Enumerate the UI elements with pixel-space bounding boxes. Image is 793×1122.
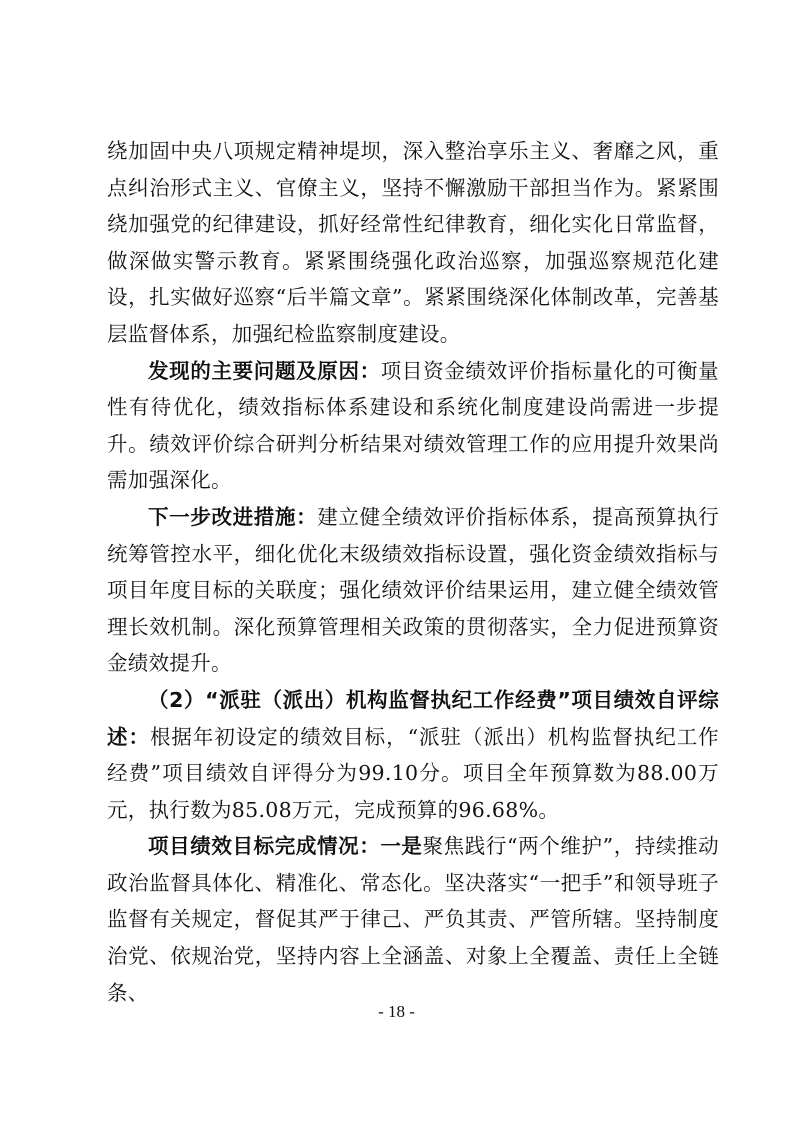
- page-number: - 18 -: [378, 1002, 415, 1021]
- paragraph-subheading: 一是: [380, 834, 423, 859]
- paragraph-heading: 下一步改进措施：: [148, 504, 318, 529]
- paragraph-heading: 项目绩效目标完成情况：: [148, 834, 381, 859]
- paragraph-text: 根据年初设定的绩效目标，“派驻（派出）机构监督执纪工作经费”项目绩效自评得分为99.10分。项目全年预算数为88.00万元，执行数为85.08万元，完成预算的96.68%。: [107, 724, 719, 822]
- body-text: [107, 133, 719, 1011]
- paragraph-continued: [107, 133, 719, 353]
- paragraph-text: 绕加固中央八项规定精神堤坝，深入整治享乐主义、奢靡之风，重点纠治形式主义、官僚主义，坚持不懈激励干部担当作为。紧紧围绕加强党的纪律建设，抓好经常性纪律教育，细化实化日常监督，做深做实警示教育。紧紧围绕强化政治巡察，加强巡察规范化建设，扎实做好巡察“后半篇文章”。紧紧围绕深化体制改革，完善基层监督体系，加强纪检监察制度建设。: [107, 139, 719, 346]
- paragraph-goal-completion: [107, 828, 719, 1011]
- paragraph-text: 建立健全绩效评价指标体系，提高预算执行统筹管控水平，细化优化末级绩效指标设置，强化资金绩效指标与项目年度目标的关联度；强化绩效评价结果运用，建立健全绩效管理长效机制。深化预算管理相关政策的贯彻落实，全力促进预算资金绩效提升。: [107, 504, 719, 676]
- paragraph-text: 聚焦践行“两个维护”，持续推动政治监督具体化、精准化、常态化。坚决落实“一把手”和领导班子监督有关规定，督促其严于律己、严负其责、严管所辖。坚持制度治党、依规治党，坚持内容上全涵盖、对象上全覆盖、责任上全链条、: [107, 834, 719, 1005]
- paragraph-project-summary: [107, 682, 719, 828]
- paragraph-heading: 发现的主要问题及原因：: [148, 358, 381, 383]
- section-heading: （2）“派驻（派出）机构监督执纪工作经费”项目绩效自评综述：: [107, 687, 719, 749]
- paragraph-text: 项目资金绩效评价指标量化的可衡量性有待优化，绩效指标体系建设和系统化制度建设尚需进一步提升。绩效评价综合研判分析结果对绩效管理工作的应用提升效果尚需加强深化。: [107, 358, 719, 493]
- paragraph-main-problems: [107, 353, 719, 499]
- paragraph-improvement-measures: [107, 499, 719, 682]
